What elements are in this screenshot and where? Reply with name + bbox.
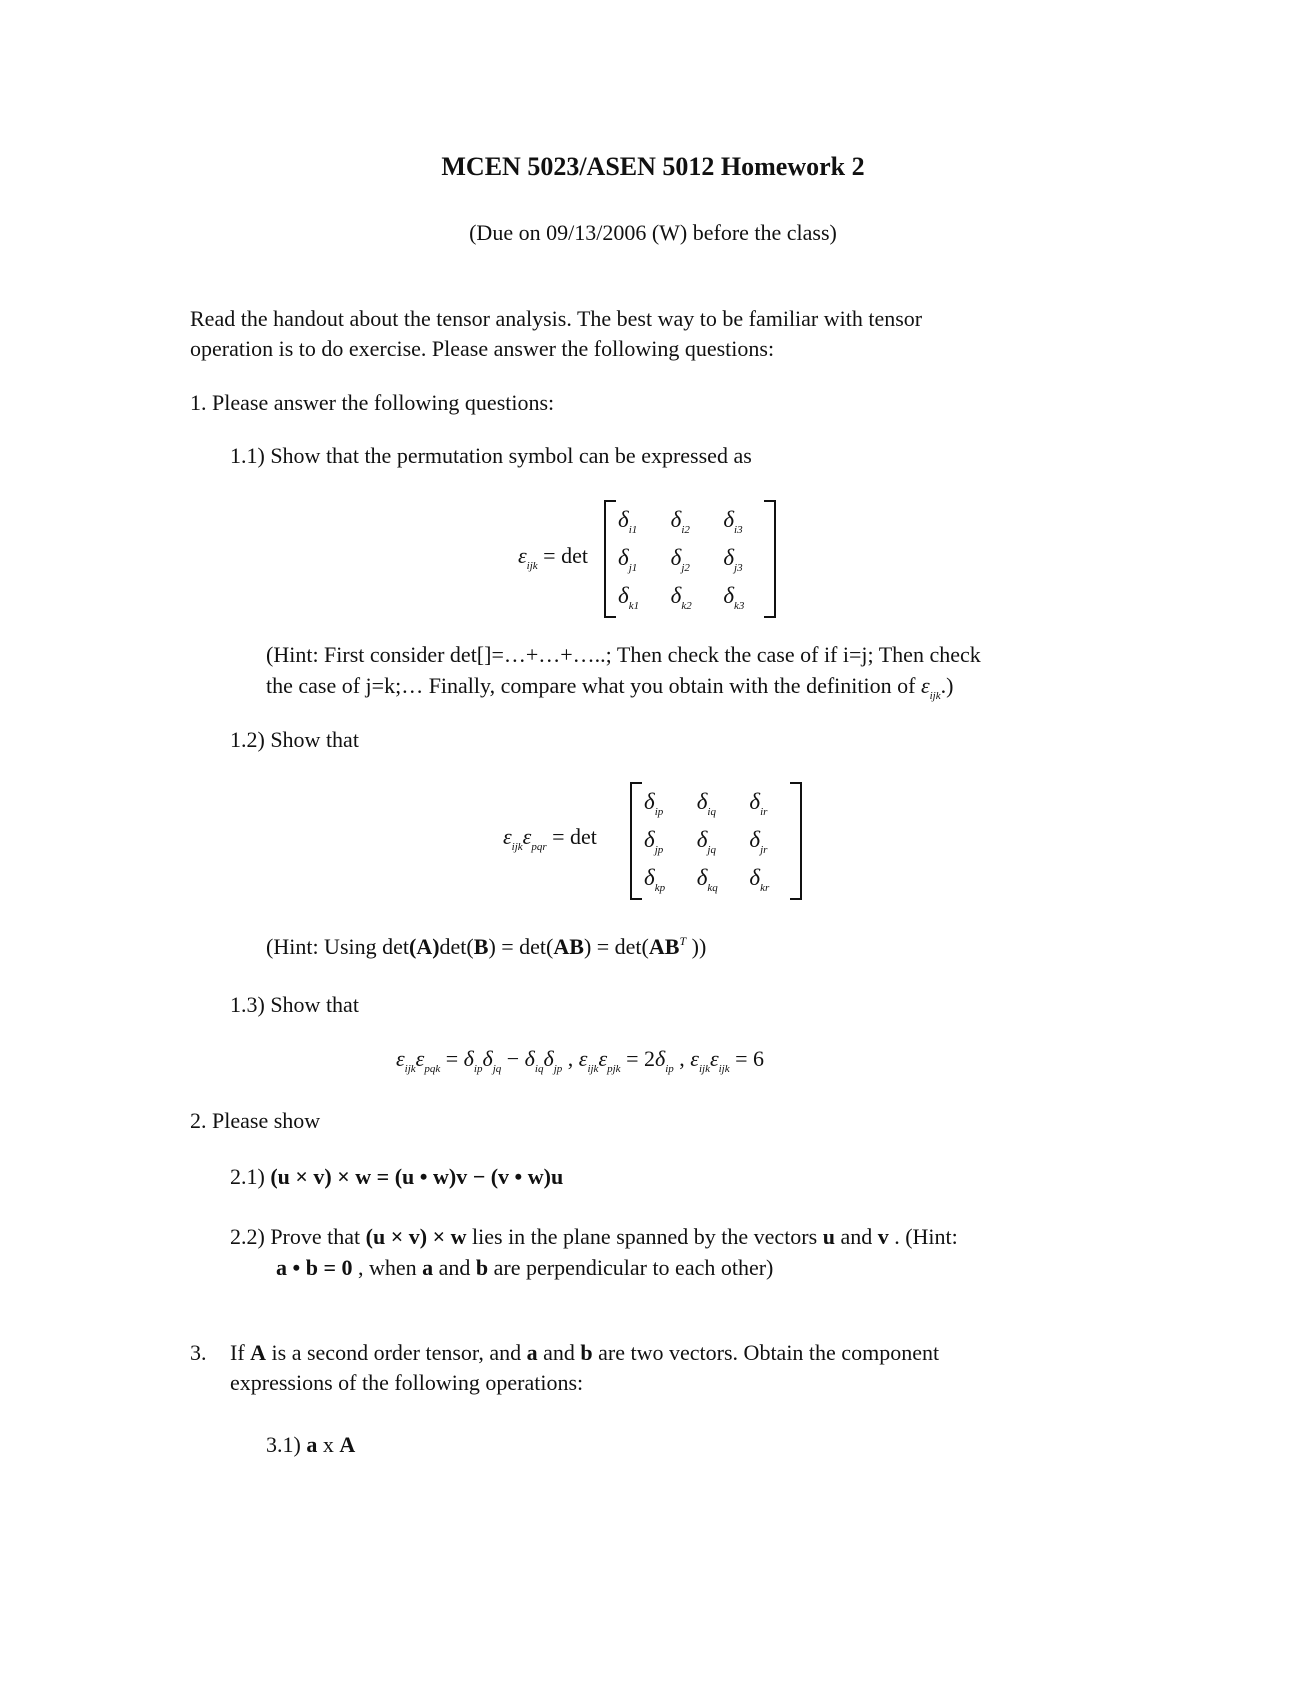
intro-line-1: Read the handout about the tensor analysis. The best way to be familiar with tensor [190, 306, 923, 331]
q1-2-matrix [630, 782, 802, 900]
q1-2-lhs: $\varepsilon_{ijk}\varepsilon_{pqr} = \det$ [503, 824, 597, 853]
q1-1-lhs: $\varepsilon_{ijk} = \det$ [518, 543, 588, 572]
matrix-cell: $\delta_{j3}$ [723, 544, 743, 574]
q3-line-2: expressions of the following operations: [230, 1370, 584, 1395]
due-date: (Due on 09/13/2006 (W) before the class) [469, 220, 837, 245]
q2-heading: 2. Please show [190, 1108, 321, 1133]
q1-1-label: 1.1) Show that the permutation symbol can be expressed as [230, 443, 752, 468]
intro-line-2: operation is to do exercise. Please answer the following questions: [190, 336, 775, 361]
matrix-cell: $\delta_{j2}$ [670, 544, 690, 574]
matrix-cell: $\delta_{jr}$ [749, 826, 768, 856]
q1-2-hint: (Hint: Using $\det(A)\det(B) = \det(AB) = \det(AB^T$ )) [266, 934, 707, 959]
matrix-cell: $\delta_{ir}$ [749, 788, 768, 818]
matrix-cell: $\delta_{kr}$ [749, 864, 770, 894]
matrix-cell: $\delta_{j1}$ [618, 544, 638, 574]
q1-1-matrix [604, 500, 776, 618]
matrix-cell: $\delta_{i3}$ [723, 506, 743, 536]
matrix-cell: $\delta_{iq}$ [696, 788, 716, 818]
matrix-cell: $\delta_{kp}$ [644, 864, 666, 894]
q3-number: 3. [190, 1340, 207, 1365]
matrix-cell: $\delta_{k1}$ [618, 582, 640, 612]
matrix-cell: $\delta_{i2}$ [670, 506, 690, 536]
q1-2-label: 1.2) Show that [230, 727, 359, 752]
q3-1: 3.1) a x A [266, 1432, 356, 1457]
q3-line-1: If A is a second order tensor, and a and b are two vectors. Obtain the component [230, 1340, 940, 1365]
page-title: MCEN 5023/ASEN 5012 Homework 2 [441, 152, 865, 181]
q1-3-label: 1.3) Show that [230, 992, 359, 1017]
q2-2-line-2: a • b = 0 , when a and b are perpendicular to each other) [276, 1255, 774, 1280]
matrix-cell: $\delta_{jp}$ [644, 826, 664, 856]
matrix-cell: $\delta_{i1}$ [618, 506, 638, 536]
q1-1-hint-line-1: (Hint: First consider det[]=…+…+…..; Then check the case of if i=j; Then check [266, 642, 981, 667]
matrix-cell: $\delta_{k3}$ [723, 582, 745, 612]
q1-heading: 1. Please answer the following questions: [190, 390, 555, 415]
matrix-cell: $\delta_{k2}$ [670, 582, 692, 612]
matrix-cell: $\delta_{ip}$ [644, 788, 664, 818]
q2-1: 2.1) (u × v) × w = (u • w)v − (v • w)u [230, 1164, 564, 1189]
q1-1-hint-line-2: the case of j=k;… Finally, compare what you obtain with the definition of $\varepsilon_{ijk}$.) [266, 673, 954, 702]
q1-3-equation: $\varepsilon_{ijk}\varepsilon_{pqk} = \delta_{ip}\delta_{jq} - \delta_{iq}\delta_{jp}$ , $\varepsilon_{ijk}\varepsilon_{pjk} = 2\delta_{ip}$ , $\varepsilon_{ijk}\varepsilon_{ijk} = 6$ [396, 1046, 765, 1075]
q2-2-line-1: 2.2) Prove that (u × v) × w lies in the plane spanned by the vectors u and v . (Hint: [230, 1224, 958, 1249]
matrix-cell: $\delta_{kq}$ [696, 864, 718, 894]
matrix-cell: $\delta_{jq}$ [696, 826, 716, 856]
